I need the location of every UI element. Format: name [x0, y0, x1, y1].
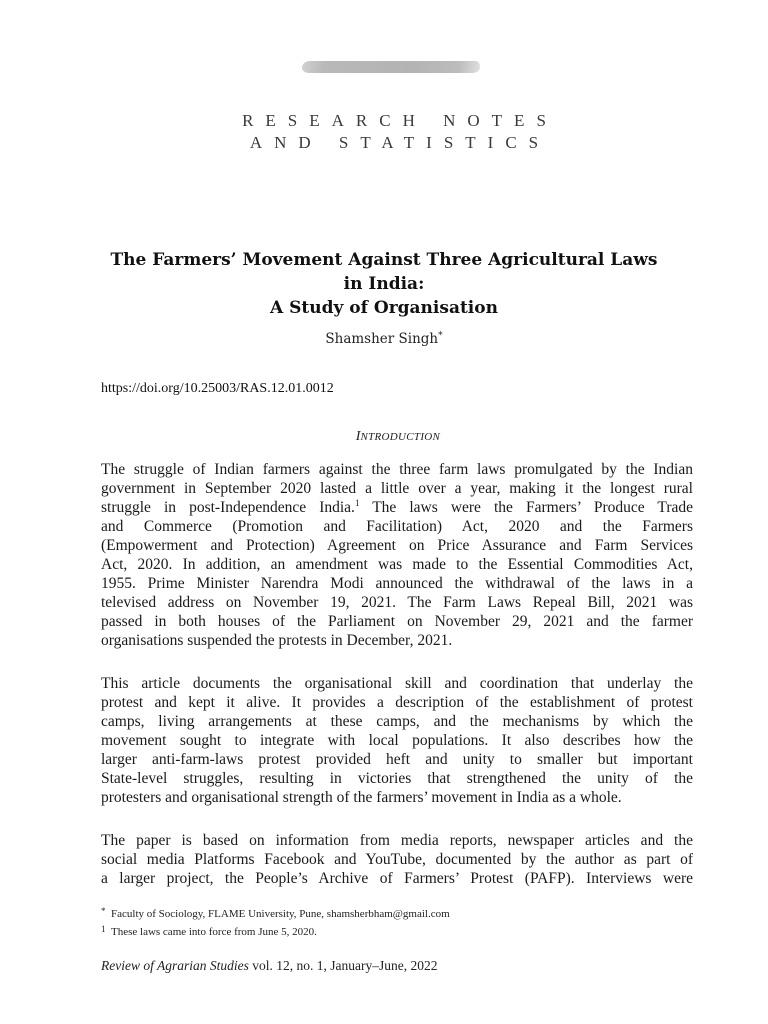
journal-details: vol. 12, no. 1, January–June, 2022 [248, 958, 438, 973]
p1-line1: The struggle of Indian farmers against the three farm laws promulgated by the Indian [101, 461, 693, 478]
footnotes [101, 904, 450, 940]
paragraph-2 [101, 674, 693, 807]
doi-link[interactable]: https://doi.org/10.25003/RAS.12.01.0012 [101, 381, 334, 396]
p3-line3: a larger project, the People’s Archive of Farmers’ Protest (PAFP). Interviews were [101, 870, 693, 887]
intro-heading-rest: NTRODUCTION [360, 431, 441, 443]
journal-citation [101, 958, 437, 974]
footnote-ref-1: 1 [354, 498, 360, 508]
p1-line7: 1955. Prime Minister Narendra Modi announced the withdrawal of the laws in a [101, 575, 693, 592]
p2-line7: protesters and organisational strength of the farmers’ movement in India as a whole. [101, 789, 622, 806]
footnote-1-mark: 1 [101, 924, 106, 934]
p1-line8: televised address on November 19, 2021. The Farm Laws Repeal Bill, 2021 was [101, 594, 693, 611]
decorative-brush-stroke [301, 61, 481, 73]
paragraph-3 [101, 831, 693, 888]
title-line3: A Study of Organisation [270, 298, 498, 318]
article-title [90, 248, 678, 320]
p1-line3 [101, 498, 693, 517]
p2-line2: protest and kept it alive. It provides a description of the establishment of protest [101, 694, 693, 711]
p2-line3: camps, living arrangements at these camps, and the mechanisms by which the [101, 713, 693, 730]
p1-line6: Act, 2020. In addition, an amendment was made to the Essential Commodities Act, [101, 556, 693, 573]
footnote-1-text: These laws came into force from June 5, 2020. [111, 926, 317, 938]
p1-line4: and Commerce (Promotion and Facilitation) Act, 2020 and the Farmers [101, 518, 693, 535]
p1-line9: passed in both houses of the Parliament on November 29, 2021 and the farmer [101, 613, 693, 630]
section-heading-line1: RESEARCH NOTES [242, 111, 558, 130]
p2-line1: This article documents the organisational skill and coordination that underlay the [101, 675, 693, 692]
title-line1: The Farmers’ Movement Against Three Agricultural Laws [110, 250, 658, 270]
paragraph-1 [101, 460, 693, 650]
section-heading-line2: AND STATISTICS [249, 133, 551, 152]
p1-line10: organisations suspended the protests in December, 2021. [101, 632, 453, 649]
intro-heading-initial: I [355, 429, 361, 444]
introduction-heading [0, 429, 768, 445]
author-footnote-mark: * [438, 331, 443, 341]
author-name: Shamsher Singh [325, 331, 439, 347]
p1-line2: government in September 2020 lasted a little over a year, making it the longest rural [101, 480, 693, 497]
p2-line5: larger anti-farm-laws protest provided heft and unity to smaller but important [101, 751, 693, 768]
footnote-author [101, 904, 450, 922]
author-line [0, 331, 768, 347]
p3-line1: The paper is based on information from media reports, newspaper articles and the [101, 832, 693, 849]
p1-line5: (Empowerment and Protection) Agreement on Price Assurance and Farm Services [101, 537, 693, 554]
footnote-1 [101, 922, 450, 940]
p1-line3-b: The laws were the Farmers’ Produce Trade [359, 499, 693, 516]
p2-line4: movement sought to integrate with local populations. It also describes how the [101, 732, 693, 749]
p2-line6: State-level struggles, resulting in victories that strengthened the unity of the [101, 770, 693, 787]
journal-name: Review of Agrarian Studies [101, 958, 249, 973]
p1-line3-a: struggle in post-Independence India. [101, 499, 355, 516]
footnote-author-text: Faculty of Sociology, FLAME University, Pune, shamsherbham@gmail.com [111, 908, 450, 920]
p3-line2: social media Platforms Facebook and YouTube, documented by the author as part of [101, 851, 693, 868]
footnote-author-mark: * [101, 906, 106, 916]
title-line2: in India: [343, 274, 425, 294]
